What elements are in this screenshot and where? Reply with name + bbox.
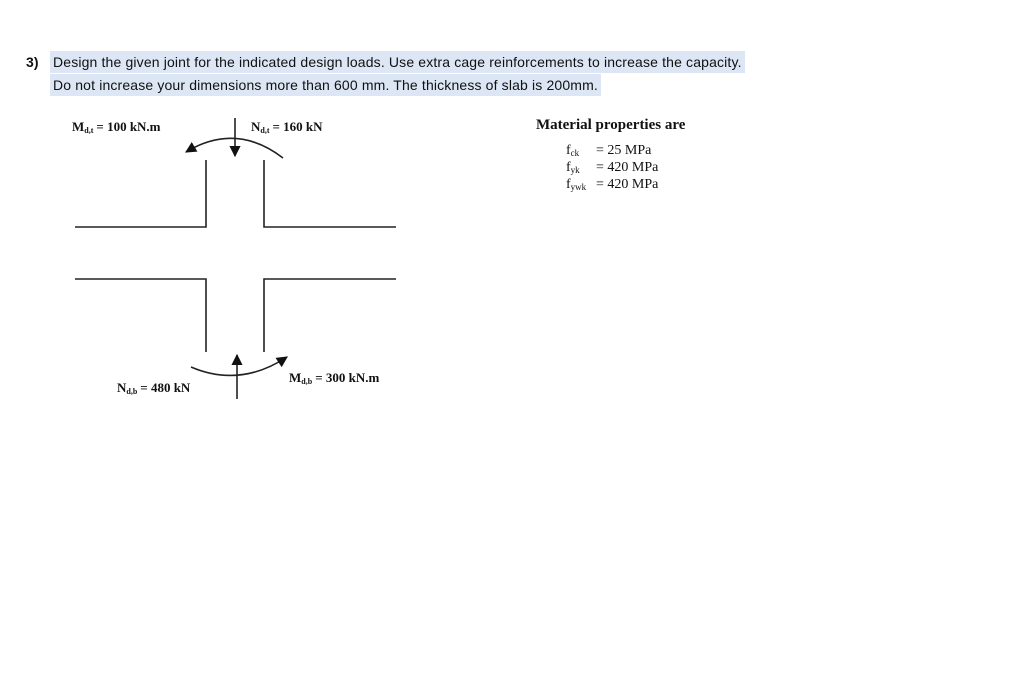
question-line-2: Do not increase your dimensions more than 600 mm. The thickness of slab is 200mm. <box>50 74 601 96</box>
material-properties <box>536 117 686 192</box>
bottom-member-right-edge <box>264 279 396 352</box>
label-m-bottom: Md,b = 300 kN.m <box>289 370 380 386</box>
material-fyk: $f_{yk} = 420$ MPa <box>566 160 659 175</box>
moment-arc-bottom <box>191 357 287 375</box>
question-number: 3) <box>26 54 39 70</box>
material-fywk: $f_{ywk} = 420$ MPa <box>566 177 659 192</box>
question-line-1: Design the given joint for the indicated design loads. Use extra cage reinforcements to increase the capacity. <box>50 51 745 73</box>
bottom-member-left-edge <box>75 279 206 352</box>
material-properties-title: Material properties are <box>536 117 686 133</box>
label-n-bottom: Nd,b = 480 kN <box>117 380 191 396</box>
label-m-top: Md,t = 100 kN.m <box>72 119 161 135</box>
material-fck: $f_{ck} = 25$ MPa <box>566 143 652 158</box>
top-member-left-edge <box>75 160 206 227</box>
label-n-top: Nd,t = 160 kN <box>251 119 323 135</box>
top-member-right-edge <box>264 160 396 227</box>
